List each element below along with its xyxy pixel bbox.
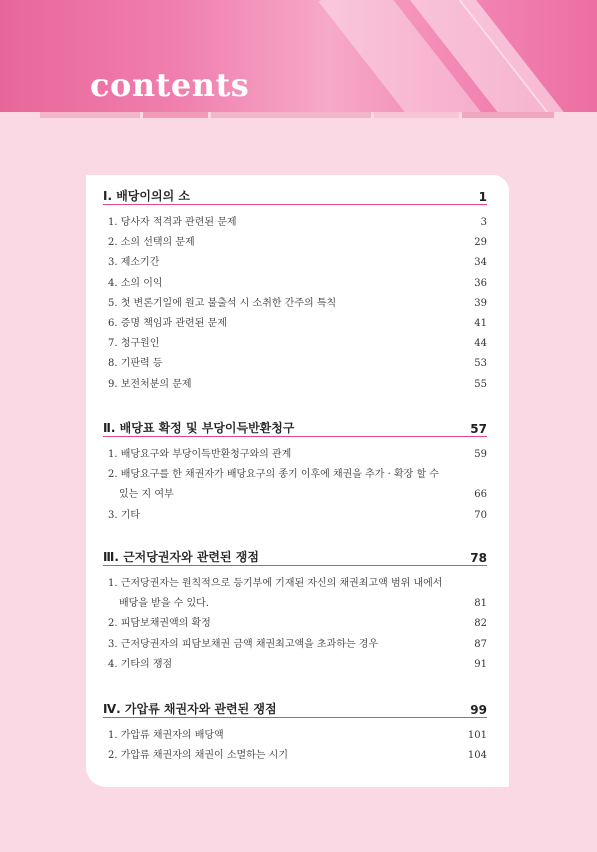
toc-item-list	[103, 213, 487, 395]
toc-item[interactable]: 5. 첫 변론기일에 원고 불출석 시 소취한 간주의 특칙 39	[108, 297, 487, 309]
section-title: Ⅰ. 배당이의의 소	[103, 189, 190, 203]
decorative-divider	[211, 112, 371, 118]
section-page-number: 57	[470, 422, 487, 436]
toc-item-continued[interactable]: 있는 지 여부 66	[119, 489, 487, 501]
toc-item-list	[103, 726, 487, 766]
toc-section-4	[103, 697, 487, 766]
toc-item[interactable]: 2. 배당요구를 한 채권자가 배당요구의 종기 이후에 채권을 추가 · 확장 할 수	[108, 469, 440, 481]
toc-section-2	[103, 416, 487, 526]
toc-item[interactable]: 7. 청구원인 44	[108, 338, 487, 350]
decorative-divider	[462, 112, 554, 118]
decorative-divider	[40, 112, 140, 118]
section-heading[interactable]	[103, 184, 487, 205]
section-heading[interactable]	[103, 416, 487, 437]
section-page-number: 1	[478, 190, 487, 204]
section-title: Ⅱ. 배당표 확정 및 부당이득반환청구	[103, 421, 295, 435]
toc-item[interactable]: 9. 보전처분의 문제 55	[108, 378, 487, 390]
toc-item[interactable]: 3. 기타 70	[108, 509, 487, 521]
toc-item[interactable]: 4. 기타의 쟁점 91	[108, 658, 487, 670]
section-page-number: 78	[470, 551, 487, 565]
header-banner	[0, 0, 597, 112]
toc-item[interactable]: 2. 가압류 채권자의 채권이 소멸하는 시기 104	[108, 750, 487, 762]
toc-item[interactable]: 3. 근저당권자의 피담보채권 금액 채권최고액을 초과하는 경우 87	[108, 638, 487, 650]
toc-item[interactable]: 1. 당사자 적격과 관련된 문제 3	[108, 217, 487, 228]
decorative-divider	[143, 112, 208, 118]
toc-item[interactable]: 3. 제소기간 34	[108, 257, 487, 269]
section-heading[interactable]	[103, 545, 487, 566]
section-heading[interactable]	[103, 697, 487, 718]
toc-item[interactable]: 8. 기판력 등 53	[108, 358, 487, 370]
page-title: contents	[90, 66, 250, 104]
toc-item[interactable]: 2. 소의 선택의 문제 29	[108, 237, 487, 249]
section-title: Ⅳ. 가압류 채권자와 관련된 쟁점	[103, 702, 277, 716]
toc-item[interactable]: 2. 피담보채권액의 확정 82	[108, 618, 487, 630]
section-page-number: 99	[470, 703, 487, 717]
decorative-divider	[374, 112, 459, 118]
toc-item[interactable]: 4. 소의 이익 36	[108, 277, 487, 289]
toc-item[interactable]: 1. 배당요구와 부당이득반환청구와의 관계 59	[108, 449, 487, 460]
toc-section-3	[103, 545, 487, 675]
toc-item-list	[103, 445, 487, 526]
toc-item[interactable]: 6. 증명 책임과 관련된 문제 41	[108, 318, 487, 330]
toc-item-list	[103, 574, 487, 675]
section-title: Ⅲ. 근저당권자와 관련된 쟁점	[103, 550, 259, 564]
toc-section-1	[103, 184, 487, 395]
toc-item[interactable]: 1. 가압류 채권자의 배당액 101	[108, 730, 487, 741]
toc-item-continued[interactable]: 배당을 받을 수 있다. 81	[119, 598, 487, 610]
toc-item[interactable]: 1. 근저당권자는 원칙적으로 등기부에 기재된 자신의 채권최고액 범위 내에서	[108, 578, 443, 589]
